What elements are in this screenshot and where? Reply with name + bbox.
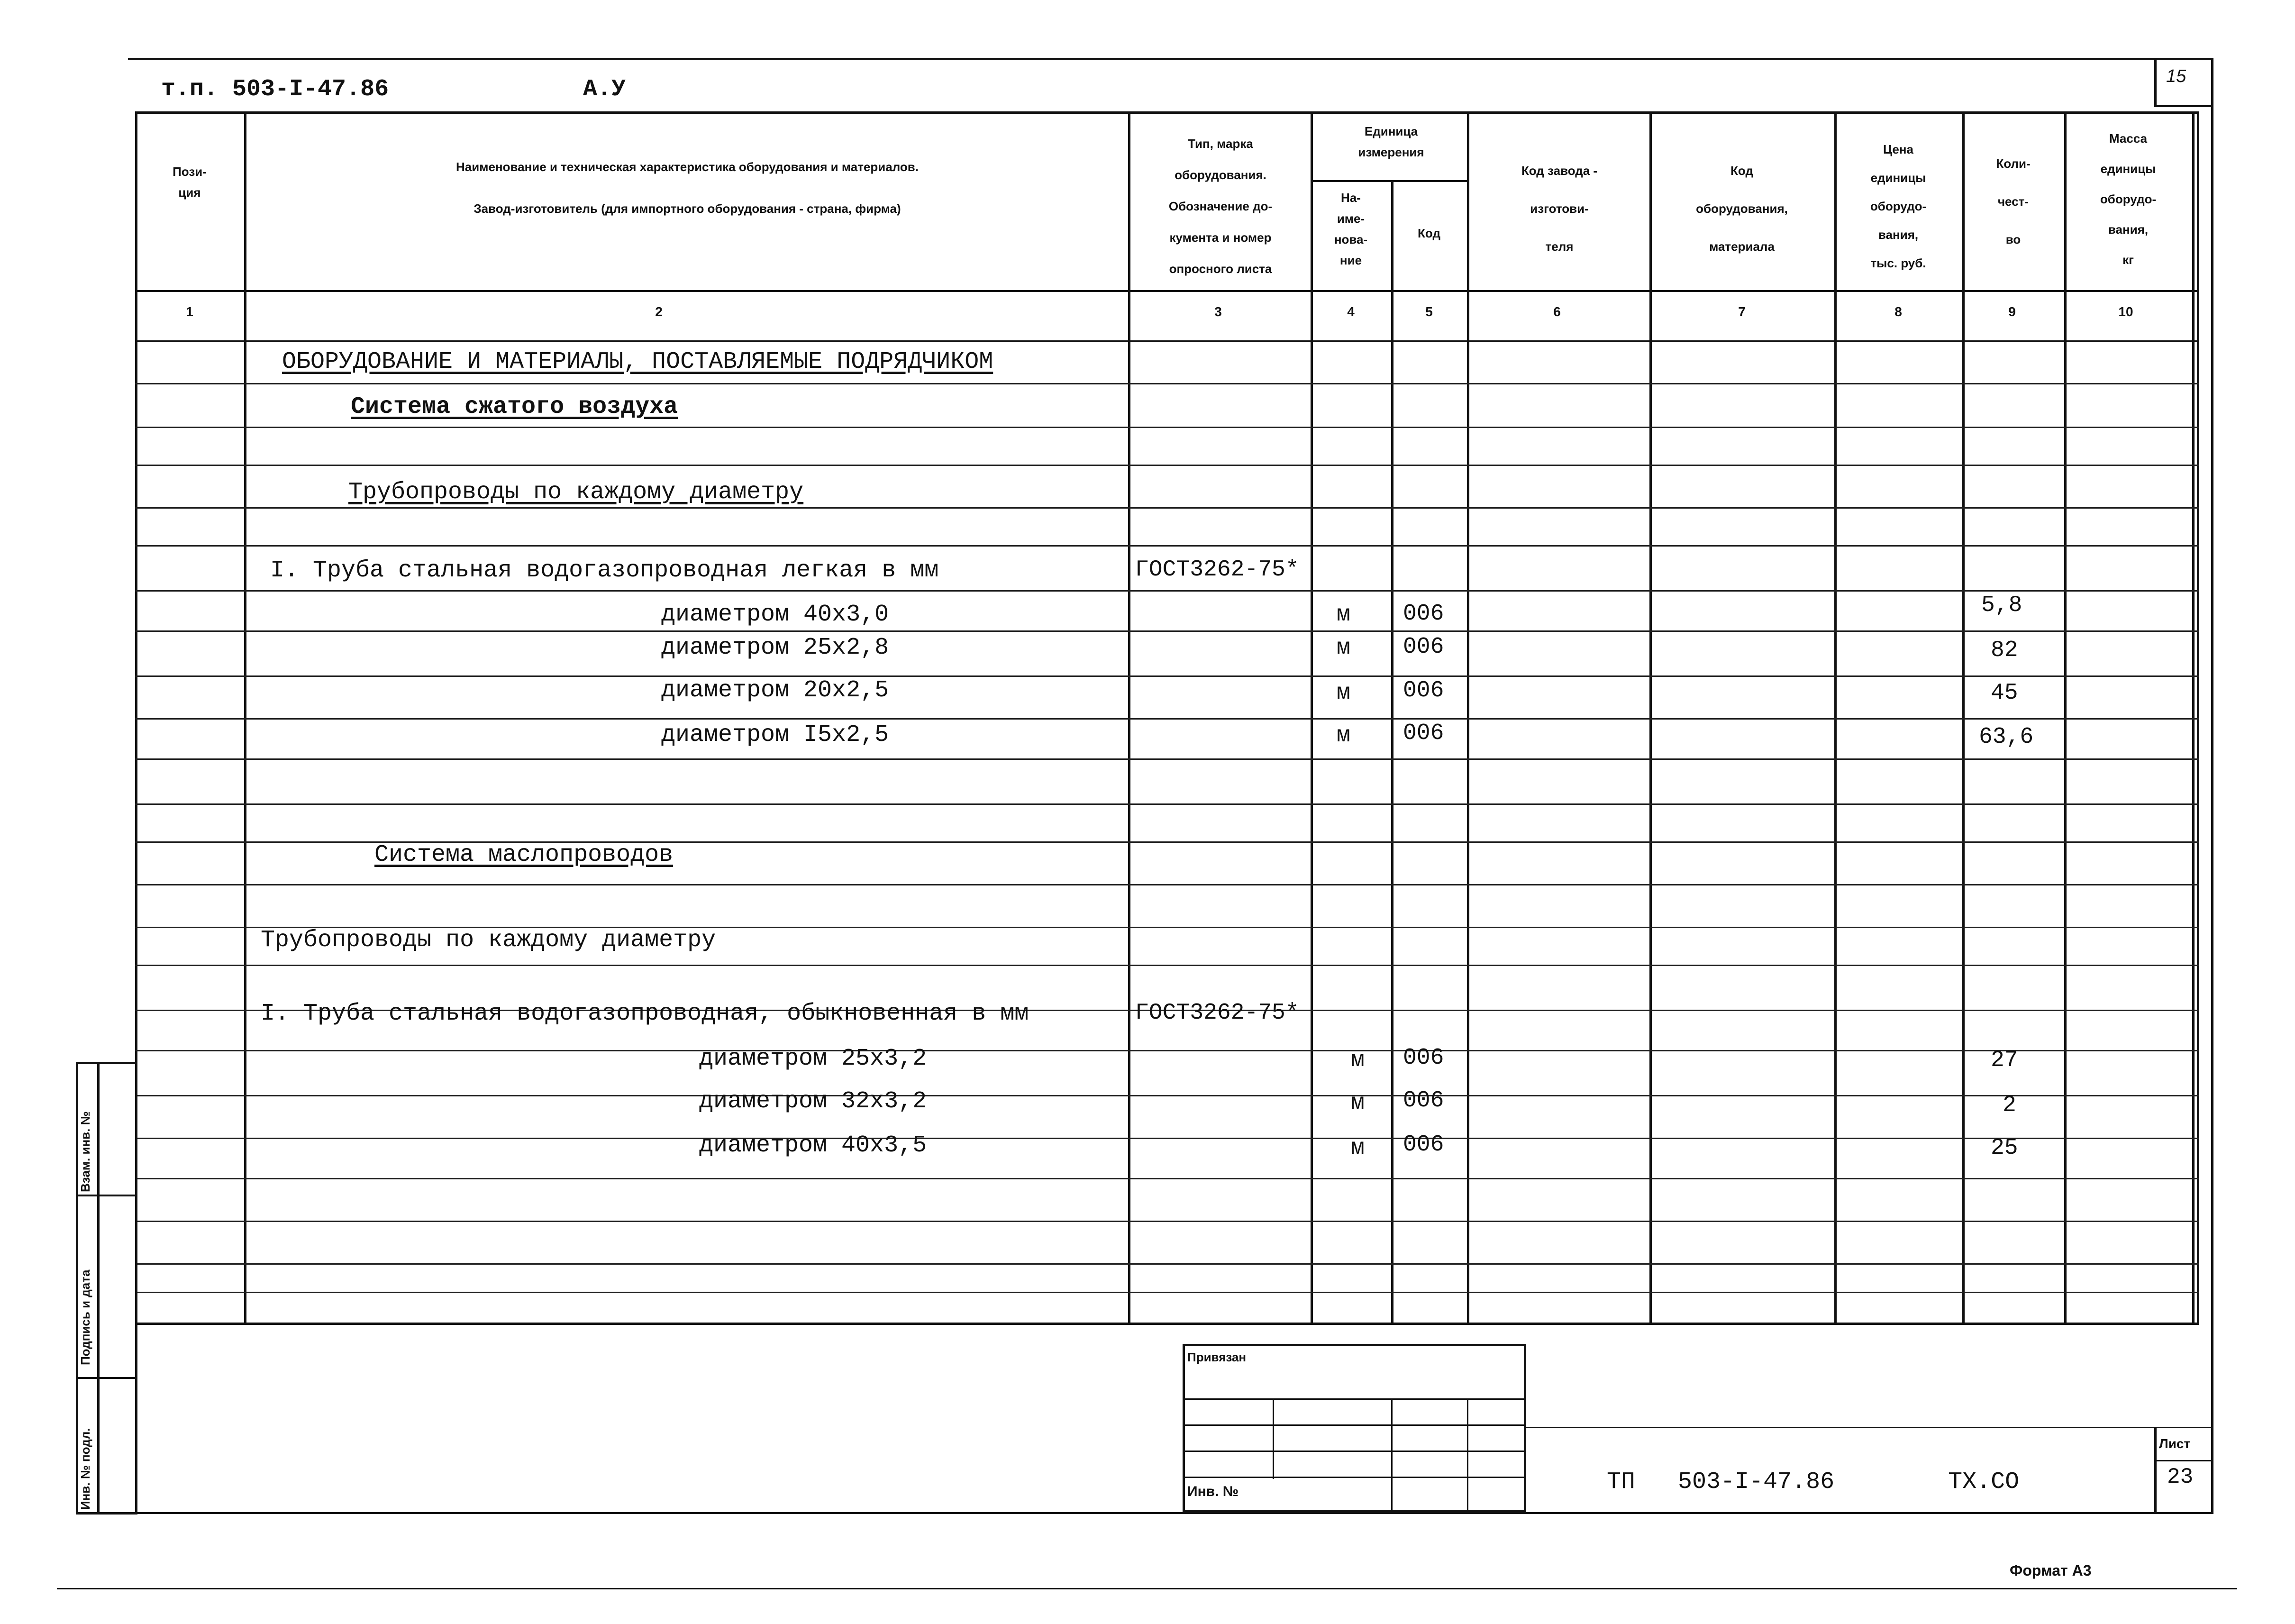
right-border-line — [2211, 58, 2213, 1513]
code: 006 — [1403, 601, 1444, 627]
row-line — [135, 545, 2199, 547]
col3-title: Тип, марка оборудования. Обозначение до- кумента и номер опросного листа — [1168, 137, 1273, 276]
top-border-line — [128, 58, 2213, 60]
row-line — [135, 1138, 2199, 1139]
row-line — [135, 1178, 2199, 1179]
col2-title: Наименование и техническая характеристика оборудования и материалов. Завод-изготовитель (для импортного оборудования - страна, фирма) — [455, 160, 919, 216]
stamp-line — [1467, 1398, 1468, 1512]
col7-number: 7 — [1738, 304, 1746, 319]
unit: м — [1351, 1135, 1365, 1161]
col10-number: 10 — [2118, 304, 2133, 319]
side-stamp-line — [76, 1377, 137, 1379]
code: 006 — [1403, 1045, 1444, 1071]
unit-group-title: Единица измерения — [1358, 124, 1424, 159]
stamp-line — [1391, 1398, 1393, 1512]
unit: м — [1337, 723, 1350, 748]
sheet-number: 23 — [2167, 1465, 2194, 1489]
stamp-line — [1183, 1477, 1526, 1478]
row-line — [135, 884, 2199, 885]
row-line — [135, 630, 2199, 632]
col2-number: 2 — [655, 304, 663, 319]
unit: м — [1337, 602, 1350, 628]
unit: м — [1351, 1048, 1365, 1073]
page-bottom-line — [57, 1588, 2237, 1589]
item-name: диаметром 40х3,0 — [661, 601, 889, 628]
quantity: 45 — [1991, 680, 2018, 706]
col4-number: 4 — [1347, 304, 1355, 319]
col-sep — [1391, 180, 1393, 1325]
stamp-line — [1183, 1398, 1526, 1400]
group-heading: Трубопроводы по каждому диаметру — [261, 927, 716, 954]
code: 006 — [1403, 678, 1444, 703]
col10-title: Масса единицы оборудо- вания, кг — [2100, 131, 2157, 267]
row-line — [135, 427, 2199, 428]
unit-group-line — [1311, 180, 1467, 182]
row-line — [135, 590, 2199, 592]
format-label: Формат А3 — [2010, 1562, 2092, 1579]
col8-number: 8 — [1894, 304, 1902, 319]
section-code: А.У — [583, 76, 626, 103]
group-heading: Трубопроводы по каждому диаметру — [348, 479, 804, 506]
code: 006 — [1403, 634, 1444, 660]
stamp-line — [1273, 1398, 1274, 1479]
side-stamp-label: Взам. инв. № — [78, 1111, 92, 1192]
stamp-line — [1183, 1424, 1526, 1426]
col8-title: Цена единицы оборудо- вания, тыс. руб. — [1870, 142, 1927, 270]
item-name: диаметром 25х2,8 — [661, 634, 889, 661]
sheet-label: Лист — [2159, 1436, 2191, 1451]
item-name: диаметром 20х2,5 — [661, 677, 889, 704]
row-line — [135, 1263, 2199, 1265]
item-name: диаметром 25х3,2 — [699, 1045, 927, 1072]
tied-label: Привязан — [1187, 1350, 1247, 1364]
row-line — [135, 758, 2199, 760]
quantity: 82 — [1991, 638, 2018, 663]
col4-title: На- име- нова- ние — [1334, 191, 1368, 267]
item-name: I. Труба стальная водогазопроводная легкая в мм — [270, 557, 939, 584]
inventory-label: Инв. № — [1187, 1484, 1239, 1499]
document-code: ТП 503-I-47.86 ТХ.СО — [1607, 1469, 2020, 1496]
row-line — [135, 675, 2199, 677]
row-line — [135, 718, 2199, 720]
title-block-line — [2154, 1427, 2157, 1512]
side-stamp-label: Инв. № подл. — [78, 1428, 92, 1510]
document-reference: т.п. 503-I-47.86 — [161, 76, 389, 103]
side-stamp-line — [76, 1195, 137, 1196]
quantity: 63,6 — [1979, 724, 2034, 750]
item-name: диаметром 40х3,5 — [699, 1132, 927, 1159]
item-name: диаметром I5х2,5 — [661, 721, 889, 748]
unit: м — [1351, 1090, 1365, 1116]
corner-box-line — [2154, 58, 2157, 105]
row-line — [135, 1221, 2199, 1222]
quantity: 27 — [1991, 1048, 2018, 1073]
col6-title: Код завода - изготови- теля — [1521, 164, 1598, 254]
item-name: диаметром 32х3,2 — [699, 1088, 927, 1115]
quantity: 2 — [2003, 1093, 2016, 1118]
header-bottom-line — [135, 290, 2199, 292]
item-name: I. Труба стальная водогазопроводная, обыкновенная в мм — [261, 1000, 1029, 1027]
row-line — [135, 1095, 2199, 1096]
subsection-heading: Система маслопроводов — [374, 841, 674, 868]
title-block-line — [1526, 1427, 2213, 1428]
title-block-line — [2154, 1460, 2213, 1461]
row-line — [135, 465, 2199, 466]
code: 006 — [1403, 1132, 1444, 1158]
col7-title: Код оборудования, материала — [1696, 164, 1788, 254]
side-stamp-label: Подпись и дата — [78, 1269, 92, 1365]
row-line — [135, 965, 2199, 966]
colnum-bottom-line — [135, 340, 2199, 342]
stamp-line — [1183, 1451, 1526, 1452]
row-line — [135, 1050, 2199, 1051]
subsection-heading: Система сжатого воздуха — [351, 393, 678, 420]
item-type: ГОСТ3262-75* — [1135, 1000, 1299, 1026]
col6-number: 6 — [1553, 304, 1561, 319]
col1-title: Пози- ция — [173, 164, 207, 200]
bottom-border-line — [135, 1512, 2213, 1514]
col1-number: 1 — [186, 304, 193, 319]
col9-title: Коли- чест- во — [1996, 156, 2031, 246]
unit: м — [1337, 680, 1350, 706]
col9-number: 9 — [2008, 304, 2016, 319]
quantity: 5,8 — [1981, 593, 2022, 618]
side-stamp-line — [97, 1062, 100, 1515]
code: 006 — [1403, 721, 1444, 746]
row-line — [135, 803, 2199, 805]
col5-title: Код — [1418, 226, 1440, 240]
row-line — [135, 507, 2199, 509]
corner-box-line — [2154, 105, 2213, 107]
code: 006 — [1403, 1088, 1444, 1113]
col5-number: 5 — [1425, 304, 1433, 319]
corner-number: 15 — [2166, 66, 2186, 86]
item-type: ГОСТ3262-75* — [1135, 557, 1299, 583]
col3-number: 3 — [1214, 304, 1222, 319]
section-heading: ОБОРУДОВАНИЕ И МАТЕРИАЛЫ, ПОСТАВЛЯЕМЫЕ ПОДРЯДЧИКОМ — [282, 348, 993, 375]
unit: м — [1337, 635, 1350, 661]
quantity: 25 — [1991, 1135, 2018, 1161]
row-line — [135, 383, 2199, 384]
row-line — [135, 1292, 2199, 1293]
